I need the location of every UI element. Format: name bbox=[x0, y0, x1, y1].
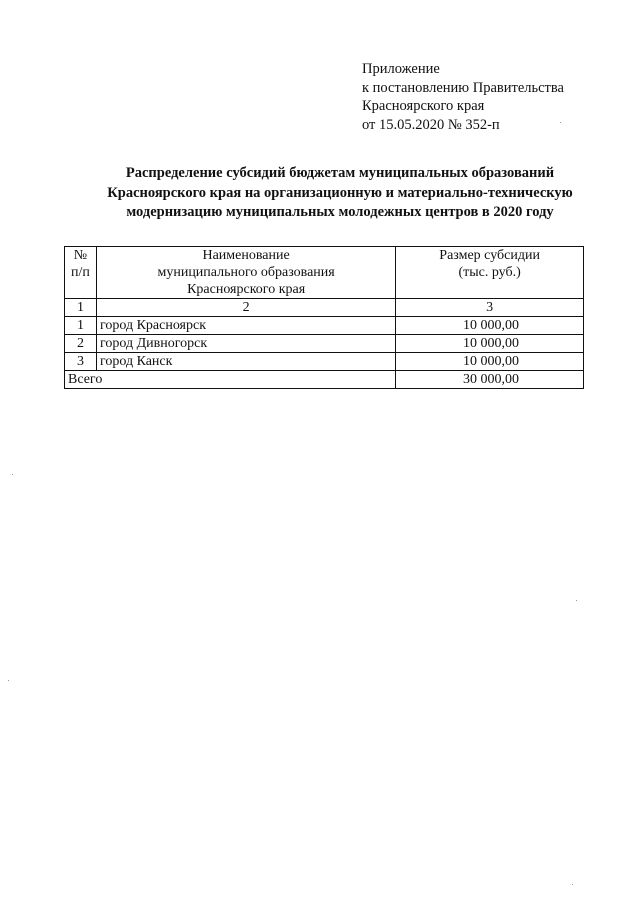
row-number: 2 bbox=[65, 335, 97, 353]
column-index: 3 bbox=[396, 299, 584, 317]
scan-speck bbox=[12, 474, 13, 475]
title-line: модернизацию муниципальных молодежных центров в 2020 году bbox=[126, 204, 554, 220]
table-row bbox=[65, 335, 584, 353]
appendix-block bbox=[362, 60, 564, 134]
appendix-date-line: от 15.05.2020 № 352-п bbox=[362, 116, 500, 133]
row-number: 3 bbox=[65, 353, 97, 371]
scan-speck bbox=[560, 122, 561, 123]
column-index-row bbox=[65, 299, 584, 317]
total-label: Всего bbox=[65, 371, 396, 389]
appendix-line: Приложение bbox=[362, 61, 440, 77]
total-row bbox=[65, 371, 584, 389]
header-text: № bbox=[73, 248, 88, 263]
column-index: 1 bbox=[65, 299, 97, 317]
row-municipality: город Красноярск bbox=[96, 317, 395, 335]
row-amount: 10 000,00 bbox=[396, 317, 584, 335]
header-text: Наименование bbox=[202, 248, 290, 263]
row-municipality: город Дивногорск bbox=[96, 335, 395, 353]
header-text: Красноярского края bbox=[187, 282, 306, 297]
header-text: п/п bbox=[71, 265, 90, 280]
table-header-row bbox=[65, 247, 584, 299]
title-line: Распределение субсидий бюджетам муниципальных образований bbox=[125, 165, 555, 181]
row-number: 1 bbox=[65, 317, 97, 335]
header-subsidy-amount bbox=[396, 247, 584, 299]
header-municipality bbox=[96, 247, 395, 299]
scan-speck bbox=[572, 884, 573, 885]
row-amount: 10 000,00 bbox=[396, 335, 584, 353]
appendix-line: Красноярского края bbox=[362, 98, 485, 114]
appendix-line: к постановлению Правительства bbox=[362, 79, 564, 96]
header-number bbox=[65, 247, 97, 299]
column-index: 2 bbox=[96, 299, 395, 317]
header-text: (тыс. руб.) bbox=[458, 265, 521, 280]
row-municipality: город Канск bbox=[96, 353, 395, 371]
scan-speck bbox=[8, 680, 9, 681]
table-row bbox=[65, 353, 584, 371]
subsidy-table bbox=[64, 246, 584, 389]
header-text: Размер субсидии bbox=[439, 248, 540, 263]
total-amount: 30 000,00 bbox=[396, 371, 584, 389]
document-title bbox=[60, 164, 620, 223]
header-text: муниципального образования bbox=[157, 265, 335, 280]
scan-speck bbox=[576, 600, 577, 601]
table-row bbox=[65, 317, 584, 335]
row-amount: 10 000,00 bbox=[396, 353, 584, 371]
title-line: Красноярского края на организационную и материально-техническую bbox=[107, 184, 573, 201]
